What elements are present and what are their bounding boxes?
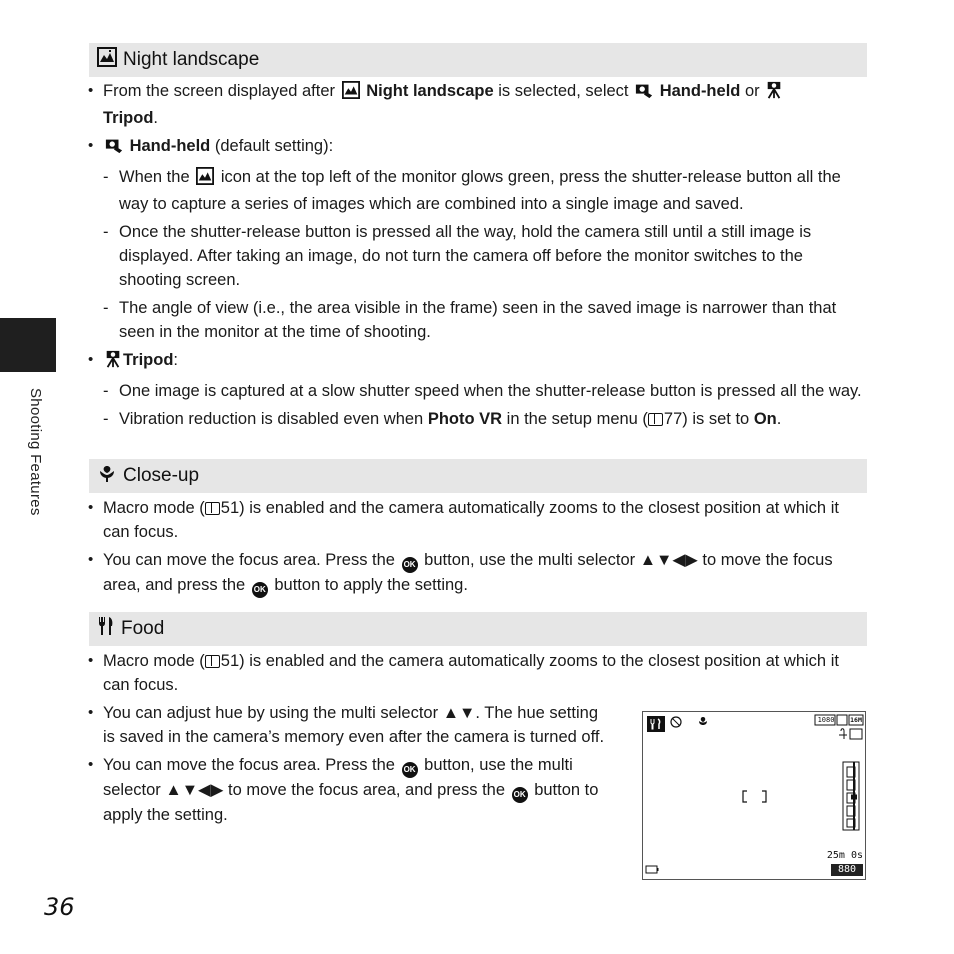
close-up-flower-icon: [97, 463, 117, 489]
macro-flower-icon: [699, 717, 707, 725]
tripod-icon: [766, 81, 782, 106]
sub-list-item: - When the icon at the top left of the monitor glows green, press the shutter-release button all the way to capture a series of images which are combined into a single image and saved.: [103, 168, 841, 213]
section-title: Night landscape: [123, 49, 260, 70]
remaining-shots-count: 880: [837, 864, 857, 875]
list-item: • Macro mode ( 51) is enabled and the camera automatically zooms to the closest position at which it can focus.: [88, 496, 868, 544]
food-mode-icon: [647, 716, 665, 732]
image-size-text: 16M: [850, 716, 862, 724]
section-title: Close-up: [123, 465, 200, 486]
list-item: • Tripod:: [88, 348, 868, 375]
sub-list-item: - Vibration reduction is disabled even when Photo VR in the setup menu ( 77) is set to On.: [103, 410, 782, 428]
page-reference-icon: [205, 502, 220, 515]
sub-list-item: - Once the shutter-release button is pressed all the way, hold the camera still until a still image is displayed. After taking an image, do not turn the camera off before the monitor switches to the shooting screen.: [103, 223, 812, 289]
page-reference-icon: [205, 655, 220, 668]
recording-time-remaining: 25m 0s: [826, 850, 863, 861]
list-item: • Macro mode ( 51) is enabled and the camera automatically zooms to the closest position at which it can focus.: [88, 649, 868, 697]
section-heading-night-landscape: [89, 43, 867, 77]
multi-selector-up-down-icon: ▲▼: [442, 704, 476, 722]
chapter-tab-marker: [0, 318, 56, 372]
section-heading-food: [89, 612, 867, 646]
list-item: • You can move the focus area. Press the OK button, use the multi selector ▲▼◀▶ to move the focus area, and press the OK button to apply the setting.: [88, 548, 868, 598]
ok-button-icon: OK: [402, 557, 418, 573]
close-up-body: [88, 496, 868, 602]
movie-size-text: 1080: [817, 716, 835, 724]
tripod-icon: [105, 350, 121, 375]
flash-off-icon: [671, 717, 681, 727]
sub-list-item: - One image is captured at a slow shutter speed when the shutter-release button is pressed all the way.: [103, 382, 862, 400]
night-landscape-body: [88, 79, 868, 435]
list-item: • You can move the focus area. Press the OK button, use the multi selector ▲▼◀▶ to move the focus area, and press the OK button to apply the setting.: [88, 753, 608, 827]
sub-list-item: - The angle of view (i.e., the area visible in the frame) seen in the saved image is narrower than that seen in the monitor at the time of shooting.: [103, 299, 837, 341]
list-item: • From the screen displayed after Night landscape is selected, select Hand-held or Tripod.: [88, 79, 868, 130]
section-heading-close-up: [89, 459, 867, 493]
page-number: 36: [44, 893, 75, 921]
battery-icon: [646, 866, 659, 873]
hue-slider-knob: [851, 795, 857, 800]
ok-button-icon: OK: [402, 762, 418, 778]
multi-selector-arrows-icon: ▲▼◀▶: [639, 551, 698, 569]
frame-rate-icon: [837, 715, 847, 725]
multi-selector-arrows-icon: ▲▼◀▶: [165, 781, 224, 799]
hand-held-icon: [105, 136, 123, 161]
section-title: Food: [121, 618, 165, 639]
hand-held-icon: [635, 81, 653, 106]
ok-button-icon: OK: [512, 787, 528, 803]
camera-monitor-screen: [642, 711, 866, 880]
night-landscape-icon: [97, 47, 117, 73]
chapter-side-label: Shooting Features: [27, 388, 44, 516]
vibration-reduction-icon: [839, 729, 862, 739]
night-landscape-icon: [342, 81, 360, 106]
list-item: • Hand-held (default setting):: [88, 134, 868, 161]
page-reference-icon: [648, 413, 663, 426]
night-landscape-icon: [196, 167, 214, 192]
food-fork-knife-icon: [97, 616, 115, 642]
food-body-narrow: [88, 701, 608, 831]
list-item: • You can adjust hue by using the multi selector ▲▼. The hue setting is saved in the camera’s memory even after the camera is turned off.: [88, 701, 608, 749]
focus-area-brackets: [743, 791, 766, 802]
food-body: [88, 649, 868, 701]
ok-button-icon: OK: [252, 582, 268, 598]
